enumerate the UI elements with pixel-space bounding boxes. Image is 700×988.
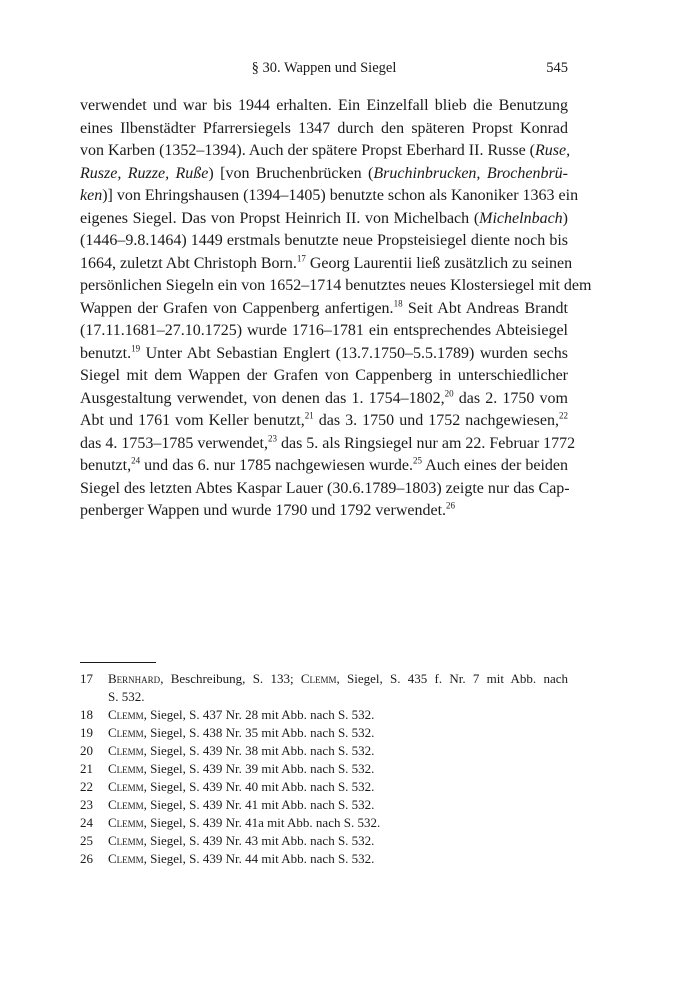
footnote-number: 18 — [80, 707, 93, 722]
footnote: 22 Clemm, Siegel, S. 439 Nr. 40 mit Abb. nach S. 532. — [80, 779, 375, 794]
footnote-number: 25 — [80, 833, 93, 848]
text-line: benutzt.$^{19}$ Unter Abt Sebastian Englert (13.7.1750–5.5.1789) wurden sechs — [80, 343, 568, 362]
footnote-ref: 19 — [131, 343, 141, 354]
footnote-number: 22 — [80, 779, 93, 794]
footnote-number: 19 — [80, 725, 93, 740]
text-line: persönlichen Siegeln ein von 1652–1714 benutztes neues Klostersiegel mit dem — [80, 277, 592, 294]
footnote-number: 24 — [80, 815, 93, 830]
text-line: ken)] von Ehringshausen (1394–1405) benutzte schon als Kanoniker 1363 ein — [80, 187, 579, 204]
text-line: benutzt,$^{24}$ und das 6. nur 1785 nachgewiesen wurde.$^{25}$ Auch eines der beiden — [80, 455, 569, 474]
footnote-ref: 18 — [393, 298, 403, 309]
footnote: 26 Clemm, Siegel, S. 439 Nr. 44 mit Abb. nach S. 532. — [80, 851, 375, 866]
footnote-ref: 24 — [131, 455, 141, 466]
text-line: verwendet und war bis 1944 erhalten. Ein Einzelfall blieb die Benutzung — [80, 97, 568, 114]
text-line: (17.11.1681–27.10.1725) wurde 1716–1781 ein entsprechendes Abteisiegel — [80, 322, 568, 339]
text-line: eines Ilbenstädter Pfarrersiegels 1347 durch den späteren Propst Konrad — [80, 119, 568, 137]
footnote-ref: 22 — [559, 410, 569, 421]
footnote-ref: 17 — [296, 253, 306, 264]
main-text — [80, 95, 592, 523]
footnote-ref: 20 — [444, 388, 454, 399]
text-line: Siegel mit dem Wappen der Grafen von Cappenberg in unterschiedlicher — [80, 367, 568, 384]
footnote: 18 Clemm, Siegel, S. 437 Nr. 28 mit Abb. nach S. 532. — [80, 707, 375, 722]
text-line: Ausgestaltung verwendet, von denen das 1. 1754–1802,20 das 2. 1750 vom — [80, 388, 568, 407]
footnote: 24 Clemm, Siegel, S. 439 Nr. 41a mit Abb. nach S. 532. — [80, 815, 381, 830]
footnote-number: 17 — [80, 671, 93, 686]
footnote-ref: 26 — [446, 500, 456, 511]
text-line: Abt und 1761 vom Keller benutzt,$^{21}$ das 3. 1750 und 1752 nachgewiesen,$^{22}$ — [80, 410, 569, 429]
section-title: § 30. Wappen und Siegel — [251, 60, 397, 76]
text-line: penberger Wappen und wurde 1790 und 1792 verwendet.$^{26}$ — [80, 500, 456, 519]
footnote: 25 Clemm, Siegel, S. 439 Nr. 43 mit Abb. nach S. 532. — [80, 833, 375, 848]
footnote: 21 Clemm, Siegel, S. 439 Nr. 39 mit Abb. nach S. 532. — [80, 761, 375, 776]
text-line: 1664, zuletzt Abt Christoph Born.$^{17}$ Georg Laurentii ließ zusätzlich zu seinen — [80, 253, 573, 272]
footnote: 19 Clemm, Siegel, S. 438 Nr. 35 mit Abb. nach S. 532. — [80, 725, 375, 740]
footnote-number: 21 — [80, 761, 93, 776]
footnote-ref: 25 — [412, 455, 422, 466]
text-line: Siegel des letzten Abtes Kaspar Lauer (30.6.1789–1803) zeigte nur das Cap- — [80, 479, 570, 497]
running-header — [80, 60, 568, 82]
page-number: 545 — [546, 60, 568, 76]
footnote-number: 20 — [80, 743, 93, 758]
text-line: Wappen der Grafen von Cappenberg anfertigen.$^{18}$ Seit Abt Andreas Brandt — [80, 298, 569, 317]
text-line: eigenes Siegel. Das von Propst Heinrich II. von Michelbach (Michelnbach) — [80, 209, 568, 227]
text-line: das 4. 1753–1785 verwendet,$^{23}$ das 5. als Ringsiegel nur am 22. Februar 1772 — [80, 433, 576, 452]
text-line: Rusze, Ruzze, Ruße) [von Bruchenbrücken (Bruchinbrucken, Brochenbrü- — [80, 164, 569, 182]
footnote-number: 23 — [80, 797, 93, 812]
text-line: (1446–9.8.1464) 1449 erstmals benutzte neue Propsteisiegel diente noch bis — [80, 232, 568, 249]
footnote-separator — [80, 662, 156, 663]
text-line: von Karben (1352–1394). Auch der spätere Propst Eberhard II. Russe (Ruse, — [80, 142, 571, 159]
footnote-ref: 23 — [267, 433, 277, 444]
footnote: 17 Bernhard, Beschreibung, S. 133; Clemm, Siegel, S. 435 f. Nr. 7 mit Abb. nach S. 532. — [80, 671, 568, 704]
footnotes — [80, 670, 568, 868]
footnote-number: 26 — [80, 851, 93, 866]
footnote: 23 Clemm, Siegel, S. 439 Nr. 41 mit Abb. nach S. 532. — [80, 797, 375, 812]
footnote: 20 Clemm, Siegel, S. 439 Nr. 38 mit Abb. nach S. 532. — [80, 743, 375, 758]
footnote-ref: 21 — [304, 410, 314, 421]
